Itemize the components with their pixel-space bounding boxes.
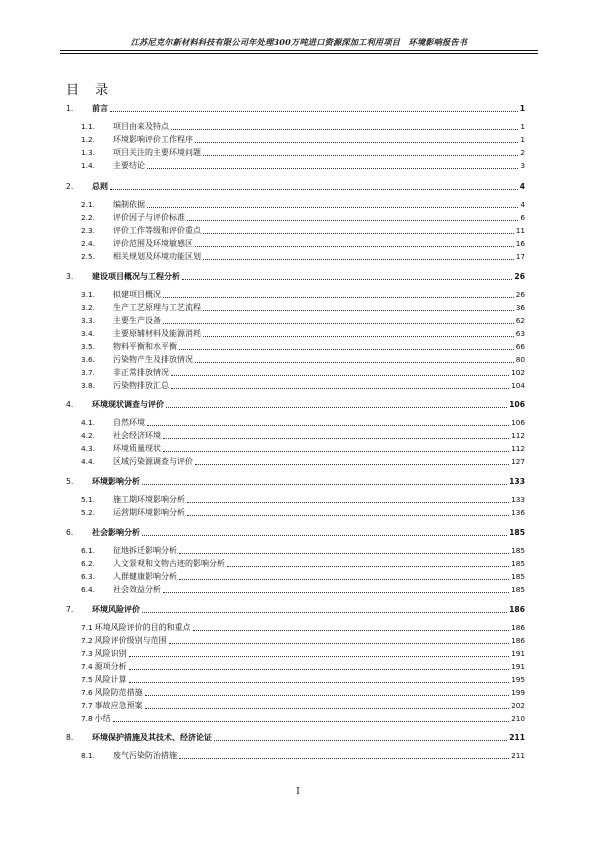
toc-entry-title: 环境现状调查与评价 [92,399,164,409]
dot-leader [147,207,518,208]
toc-entry-page: 211 [509,733,525,742]
toc-entry-number: 6. [66,528,74,537]
toc-entry-page: 66 [515,342,525,351]
dot-leader [195,246,514,247]
dot-leader [171,129,518,130]
toc-section-entry[interactable] [81,133,525,145]
toc-section-entry[interactable] [81,198,525,210]
toc-chapter-entry[interactable] [66,270,525,282]
toc-entry-page: 1 [519,104,525,113]
dot-leader [129,656,509,657]
dot-leader [163,438,509,439]
toc-entry-title: 评价范围及环境敏感区 [113,239,193,248]
dot-leader [195,362,514,363]
dot-leader [203,155,518,156]
dot-leader [145,708,509,709]
toc-section-entry[interactable] [81,749,525,761]
dot-leader [113,721,509,722]
toc-entry-number: 4.1. [81,418,95,427]
toc-entry-number: 7.5 [81,675,93,684]
toc-entry-page: 211 [511,751,525,760]
toc-entry-page: 185 [509,528,525,537]
toc-entry-number: 4.2. [81,431,95,440]
toc-section-entry[interactable] [81,327,525,339]
toc-entry-number: 7.1 [81,623,93,632]
toc-entry-title: 总则 [92,181,108,191]
toc-section-entry[interactable] [81,159,525,171]
toc-section-entry[interactable] [81,379,525,391]
dot-leader [187,502,509,503]
toc-entry-title: 拟建项目概况 [113,290,161,299]
toc-entry-title: 事故应急预案 [94,701,143,710]
toc-entry-title: 编制依据 [113,200,145,209]
toc-entry-title: 项目关注的主要环境问题 [113,148,201,157]
toc-entry-number: 2.5. [81,252,95,261]
toc-entry-title: 风险防范措施 [94,688,143,697]
dot-leader [195,464,509,465]
toc-entry-page: 127 [511,457,525,466]
toc-section-entry[interactable] [81,455,525,467]
toc-entry-page: 136 [511,508,525,517]
toc-entry-number: 4. [66,400,74,409]
toc-entry-number: 8.1. [81,751,95,760]
toc-entry-page: 17 [515,252,525,261]
toc-entry-page: 4 [519,182,525,191]
toc-section-entry[interactable] [81,416,525,428]
dot-leader [110,189,518,190]
toc-entry-title: 污染物排放汇总 [113,381,169,390]
toc-chapter-entry[interactable] [66,398,525,410]
toc-entry-number: 2. [66,182,74,191]
toc-entry-title: 污染物产生及排放情况 [113,355,193,364]
toc-entry-page: 62 [515,316,525,325]
toc-entry-title: 环境风险评价 [92,604,140,614]
toc-entry-title: 社会影响分析 [92,527,140,537]
toc-entry-title: 非正常排放情况 [113,368,169,377]
dot-leader [129,682,509,683]
dot-leader [147,425,509,426]
toc-section-entry[interactable] [81,557,525,569]
dot-leader [163,297,514,298]
toc-entry-page: 106 [511,418,525,427]
dot-leader [195,142,518,143]
dot-leader [163,451,509,452]
toc-section-entry[interactable] [81,544,525,556]
toc-entry-page: 1 [520,135,525,144]
dot-leader [179,349,514,350]
toc-entry-title: 项目由来及特点 [113,122,169,131]
toc-section-entry[interactable] [81,621,525,633]
dot-leader [179,579,509,580]
toc-entry-number: 3.1. [81,290,95,299]
toc-entry-number: 3. [66,272,74,281]
toc-entry-title: 主要生产设备 [113,316,161,325]
toc-entry-page: 6 [520,213,525,222]
toc-section-entry[interactable] [81,673,525,685]
toc-entry-number: 3.4. [81,329,95,338]
toc-entry-title: 环境影响分析 [92,476,140,486]
toc-entry-page: 185 [511,559,525,568]
toc-section-entry[interactable] [81,712,525,724]
toc-entry-title: 风险计算 [94,675,127,684]
toc-entry-page: 210 [511,714,525,723]
toc-entry-page: 4 [520,200,525,209]
dot-leader [187,220,518,221]
dot-leader [171,388,509,389]
toc-entry-page: 11 [515,226,525,235]
dot-leader [227,566,509,567]
dot-leader [142,484,507,485]
toc-entry-number: 2.3. [81,226,95,235]
toc-entry-title: 人文景观和文物古迹的影响分析 [113,559,225,568]
dot-leader [214,740,507,741]
toc-entry-title: 风险评价级别与范围 [94,636,167,645]
toc-entry-number: 8. [66,733,74,742]
toc-entry-page: 186 [509,605,525,614]
toc-section-entry[interactable] [81,366,525,378]
toc-entry-title: 生产工艺原理与工艺流程 [113,303,201,312]
toc-entry-title: 环境风险评价的目的和重点 [94,623,191,632]
toc-entry-page: 3 [520,161,525,170]
toc-section-entry[interactable] [81,224,525,236]
toc-entry-page: 102 [511,368,525,377]
toc-entry-number: 4.4. [81,457,95,466]
toc-entry-number: 1.3. [81,148,95,157]
toc-entry-title: 相关规划及环境功能区划 [113,252,201,261]
toc-entry-number: 1.1. [81,122,95,131]
toc-entry-page: 63 [515,329,525,338]
toc-entry-page: 104 [511,381,525,390]
running-header: 江苏尼克尔新材料科技有限公司年处理300万吨进口资源深加工利用项目 环境影响报告书 [130,37,468,47]
toc-entry-number: 5. [66,477,74,486]
toc-entry-number: 3.5. [81,342,95,351]
toc-section-entry[interactable] [81,493,525,505]
toc-entry-page: 202 [511,701,525,710]
toc-entry-number: 5.2. [81,508,95,517]
toc-entry-title: 源项分析 [94,662,127,671]
dot-leader [147,168,518,169]
toc-entry-number: 4.3. [81,444,95,453]
toc-entry-title: 主要原辅材料及能源消耗 [113,329,201,338]
toc-entry-title: 社会经济环境 [113,431,161,440]
dot-leader [142,535,507,536]
dot-leader [169,643,509,644]
dot-leader [179,553,509,554]
toc-title: 目 录 [66,83,115,98]
toc-entry-number: 1. [66,104,74,113]
header-rule-thick [60,50,538,51]
toc-entry-page: 16 [515,239,525,248]
toc-section-entry[interactable] [81,429,525,441]
toc-entry-number: 7.7 [81,701,93,710]
toc-entry-number: 6.4. [81,585,95,594]
dot-leader [182,279,512,280]
toc-entry-title: 小结 [94,714,111,723]
toc-entry-number: 1.4. [81,161,95,170]
toc-entry-title: 区域污染源调查与评价 [113,457,193,466]
dot-leader [203,336,514,337]
toc-section-entry[interactable] [81,570,525,582]
toc-entry-number: 7.8 [81,714,93,723]
page-number: I [296,787,300,797]
dot-leader [203,310,514,311]
toc-section-entry[interactable] [81,686,525,698]
toc-entry-page: 186 [511,623,525,632]
dot-leader [142,612,507,613]
toc-section-entry[interactable] [81,211,525,223]
toc-entry-number: 3.3. [81,316,95,325]
toc-entry-number: 3.6. [81,355,95,364]
toc-section-entry[interactable] [81,340,525,352]
toc-section-entry[interactable] [81,314,525,326]
toc-entry-page: 36 [515,303,525,312]
toc-entry-page: 106 [509,400,525,409]
toc-entry-page: 185 [511,546,525,555]
toc-entry-title: 建设项目概况与工程分析 [92,271,180,281]
toc-entry-number: 7.2 [81,636,93,645]
toc-chapter-entry[interactable] [66,102,525,114]
toc-section-entry[interactable] [81,288,525,300]
toc-entry-number: 2.4. [81,239,95,248]
toc-section-entry[interactable] [81,353,525,365]
toc-entry-page: 26 [514,272,525,281]
toc-entry-page: 133 [511,495,525,504]
toc-entry-page: 1 [520,122,525,131]
toc-chapter-entry[interactable] [66,180,525,192]
dot-leader [193,630,509,631]
toc-section-entry[interactable] [81,506,525,518]
toc-entry-number: 1.2. [81,135,95,144]
toc-entry-page: 195 [511,675,525,684]
toc-section-entry[interactable] [81,634,525,646]
toc-entry-number: 3.7. [81,368,95,377]
toc-entry-title: 环境影响评价工作程序 [113,135,193,144]
toc-entry-number: 6.1. [81,546,95,555]
toc-entry-title: 环境保护措施及其技术、经济论证 [92,732,212,742]
toc-section-entry[interactable] [81,699,525,711]
dot-leader [179,758,509,759]
toc-entry-page: 185 [511,572,525,581]
header-rule-thin [60,53,538,54]
toc-chapter-entry[interactable] [66,731,525,743]
toc-entry-title: 人群健康影响分析 [113,572,177,581]
toc-entry-number: 2.1. [81,200,95,209]
toc-chapter-entry[interactable] [66,475,525,487]
toc-entry-page: 2 [520,148,525,157]
toc-section-entry[interactable] [81,301,525,313]
toc-entry-title: 主要结论 [113,161,145,170]
toc-entry-title: 施工期环境影响分析 [113,495,185,504]
toc-section-entry[interactable] [81,250,525,262]
toc-entry-number: 7. [66,605,74,614]
toc-entry-page: 112 [511,444,525,453]
toc-section-entry[interactable] [81,583,525,595]
toc-entry-title: 环境质量现状 [113,444,161,453]
toc-entry-title: 风险识别 [94,649,127,658]
toc-section-entry[interactable] [81,442,525,454]
toc-section-entry[interactable] [81,146,525,158]
toc-entry-title: 前言 [92,103,108,113]
toc-entry-number: 6.3. [81,572,95,581]
toc-section-entry[interactable] [81,237,525,249]
toc-entry-title: 评价因子与评价标准 [113,213,185,222]
toc-entry-title: 运营期环境影响分析 [113,508,185,517]
toc-entry-page: 199 [511,688,525,697]
toc-chapter-entry[interactable] [66,603,525,615]
dot-leader [171,375,509,376]
toc-entry-page: 133 [509,477,525,486]
toc-entry-page: 112 [511,431,525,440]
toc-entry-page: 191 [511,662,525,671]
toc-entry-page: 80 [515,355,525,364]
toc-entry-page: 186 [511,636,525,645]
dot-leader [163,323,514,324]
toc-chapter-entry[interactable] [66,526,525,538]
toc-entry-number: 7.4 [81,662,93,671]
toc-entry-number: 2.2. [81,213,95,222]
toc-entry-number: 6.2. [81,559,95,568]
toc-entry-title: 社会效益分析 [113,585,161,594]
toc-entry-title: 评价工作等级和评价重点 [113,226,201,235]
toc-entry-title: 物料平衡和水平衡 [113,342,177,351]
dot-leader [166,407,507,408]
dot-leader [203,259,514,260]
toc-section-entry[interactable] [81,120,525,132]
toc-section-entry[interactable] [81,647,525,659]
toc-entry-title: 废气污染防治措施 [113,751,177,760]
toc-entry-page: 26 [515,290,525,299]
toc-entry-number: 7.6 [81,688,93,697]
toc-entry-number: 5.1. [81,495,95,504]
dot-leader [187,515,509,516]
dot-leader [163,592,509,593]
toc-entry-number: 3.8. [81,381,95,390]
dot-leader [110,111,518,112]
dot-leader [203,233,514,234]
toc-entry-title: 自然环境 [113,418,145,427]
toc-entry-number: 3.2. [81,303,95,312]
dot-leader [129,669,509,670]
toc-entry-page: 191 [511,649,525,658]
toc-section-entry[interactable] [81,660,525,672]
toc-entry-number: 7.3 [81,649,93,658]
toc-entry-page: 185 [511,585,525,594]
toc-entry-title: 征地拆迁影响分析 [113,546,177,555]
dot-leader [145,695,509,696]
